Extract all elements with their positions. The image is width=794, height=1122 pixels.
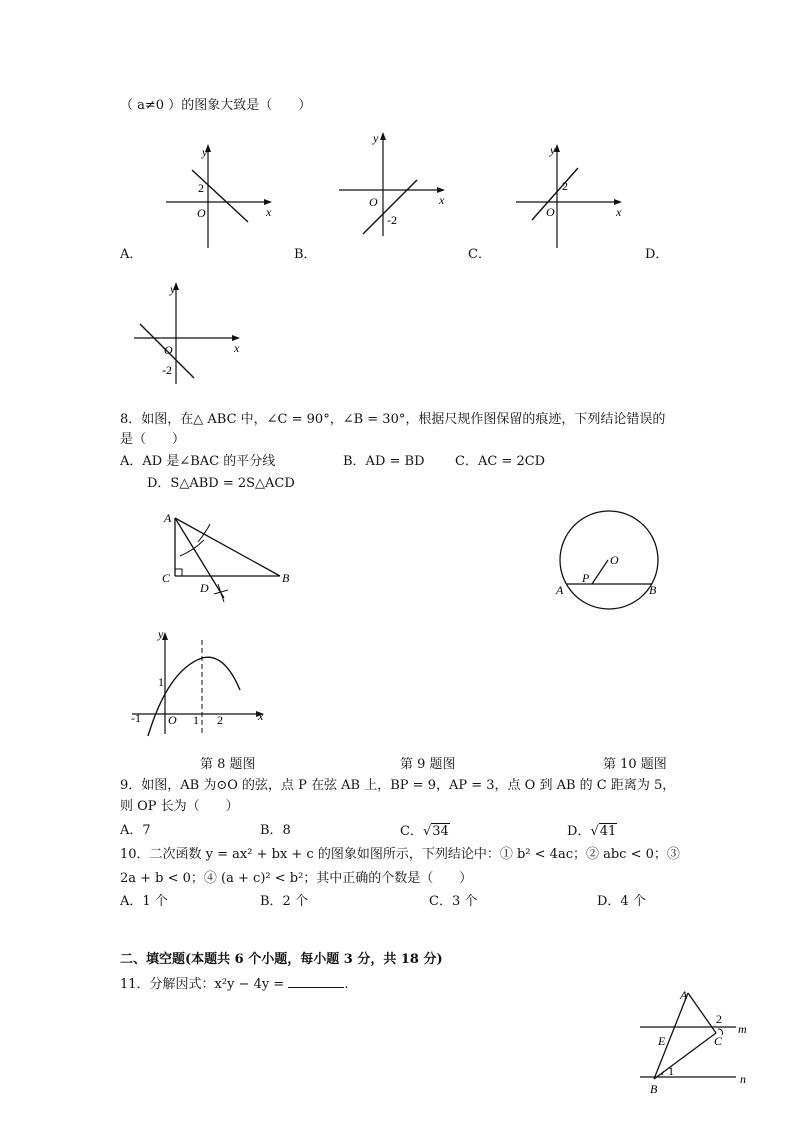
neg-one-label: -1 [131,711,141,725]
x-one-label: 1 [193,713,199,727]
point-a-label: A [680,988,688,1002]
q11-end: . [344,977,349,992]
q11-expression: 11．分解因式：x²y − 4y = [120,977,285,992]
figure-8-triangle [160,510,300,610]
line-n-label: n [740,1072,746,1086]
x-axis-label: x [616,205,622,219]
vertex-c-label: C [162,571,171,585]
q7-option-b[interactable]: B． [294,247,317,262]
center-o-label: O [610,553,619,567]
y-one-label: 1 [158,675,164,689]
intercept-label: 2 [562,179,568,193]
vertex-b-label: B [282,571,290,585]
figure-12-parallel-lines [636,985,786,1097]
q8-stem-line2: 是（ ） [120,432,186,447]
q11-answer-blank[interactable] [288,975,344,988]
x-axis-label: x [258,709,264,723]
angle-1-label: 1 [668,1064,674,1078]
point-p-label: P [582,571,590,585]
y-axis-label: y [373,131,379,145]
point-c-label: C [714,1034,723,1048]
q7-graph-a [160,140,280,252]
section-2-heading: 二、填空题(本题共 6 个小题，每小题 3 分，共 18 分) [120,952,443,967]
intercept-label: -2 [162,363,172,377]
x-two-label: 2 [217,713,223,727]
origin-label: O [168,713,177,727]
point-b-label: B [650,1082,658,1096]
q9-option-d-value: 41 [599,824,617,839]
intercept-label: 2 [198,181,204,195]
q8-option-c[interactable]: C．AC = 2CD [455,454,546,469]
angle-2-label: 2 [716,1012,722,1026]
x-axis-label: x [234,341,240,355]
q9-option-c[interactable]: C．√34 [400,824,449,839]
q8-option-d[interactable]: D．S△ABD = 2S△ACD [147,476,295,491]
q10-option-c[interactable]: C．3 个 [429,894,478,909]
y-axis-label: y [550,143,556,157]
q10-stem-line2: 2a + b < 0；④ (a + c)² < b²；其中正确的个数是（ ） [120,871,473,886]
q8-option-b[interactable]: B．AD = BD [343,454,425,469]
q9-option-a[interactable]: A．7 [120,823,151,838]
x-axis-label: x [439,193,445,207]
q10-option-a[interactable]: A．1 个 [120,894,168,909]
q7-option-d[interactable]: D． [645,247,669,262]
q8-stem-line1: 8．如图，在△ ABC 中，∠C = 90°，∠B = 30°，根据尺规作图保留的痕迹，下列结论错误的 [120,412,666,427]
q7-condition: （ a≠0 ） [120,98,182,113]
y-axis-label: y [170,282,176,296]
q9-option-c-label: C． [400,824,423,839]
point-e-label: E [658,1034,666,1048]
q9-option-c-value: 34 [432,824,449,839]
origin-label: O [164,343,173,357]
y-axis-label: y [202,145,208,159]
q10-option-b[interactable]: B．2 个 [260,894,308,909]
q9-stem-line2: 则 OP 长为（ ） [120,799,239,814]
point-b-label: B [649,583,657,597]
x-axis-label: x [266,205,272,219]
point-d-label: D [200,581,209,595]
q7-option-a[interactable]: A． [120,247,143,262]
intercept-label: -2 [387,213,397,227]
figure-10-parabola [128,627,278,740]
q9-option-d-label: D． [567,824,591,839]
y-axis-label: y [158,627,164,641]
origin-label: O [369,195,378,209]
q8-option-a[interactable]: A．AD 是∠BAC 的平分线 [120,454,276,469]
caption-fig8: 第 8 题图 [200,757,256,772]
q7-graph-b [335,128,455,240]
line-m-label: m [738,1022,747,1036]
q10-stem-line1: 10．二次函数 y = ax² + bx + c 的图象如图所示，下列结论中：① b² < 4ac；② abc < 0；③ [120,847,680,862]
point-a-label: A [556,583,564,597]
figure-9-circle [552,510,672,610]
caption-fig10: 第 10 题图 [603,757,667,772]
q9-option-b[interactable]: B．8 [260,823,291,838]
q9-option-d[interactable]: D．√41 [567,824,617,839]
origin-label: O [546,205,555,219]
origin-label: O [197,206,206,220]
vertex-a-label: A [164,511,172,525]
q9-stem-line1: 9．如图，AB 为⊙O 的弦，点 P 在弦 AB 上，BP = 9，AP = 3，点 O 到 AB 的 C 距离为 5， [120,778,676,793]
q7-stem-tail [120,98,311,114]
caption-fig9: 第 9 题图 [400,757,456,772]
q11-text [120,975,349,993]
q7-graph-d [130,280,250,390]
q10-option-d[interactable]: D．4 个 [597,894,646,909]
q7-option-c[interactable]: C． [468,247,491,262]
q7-text: 的图象大致是（ ） [181,98,312,113]
q7-graph-c [512,140,632,252]
